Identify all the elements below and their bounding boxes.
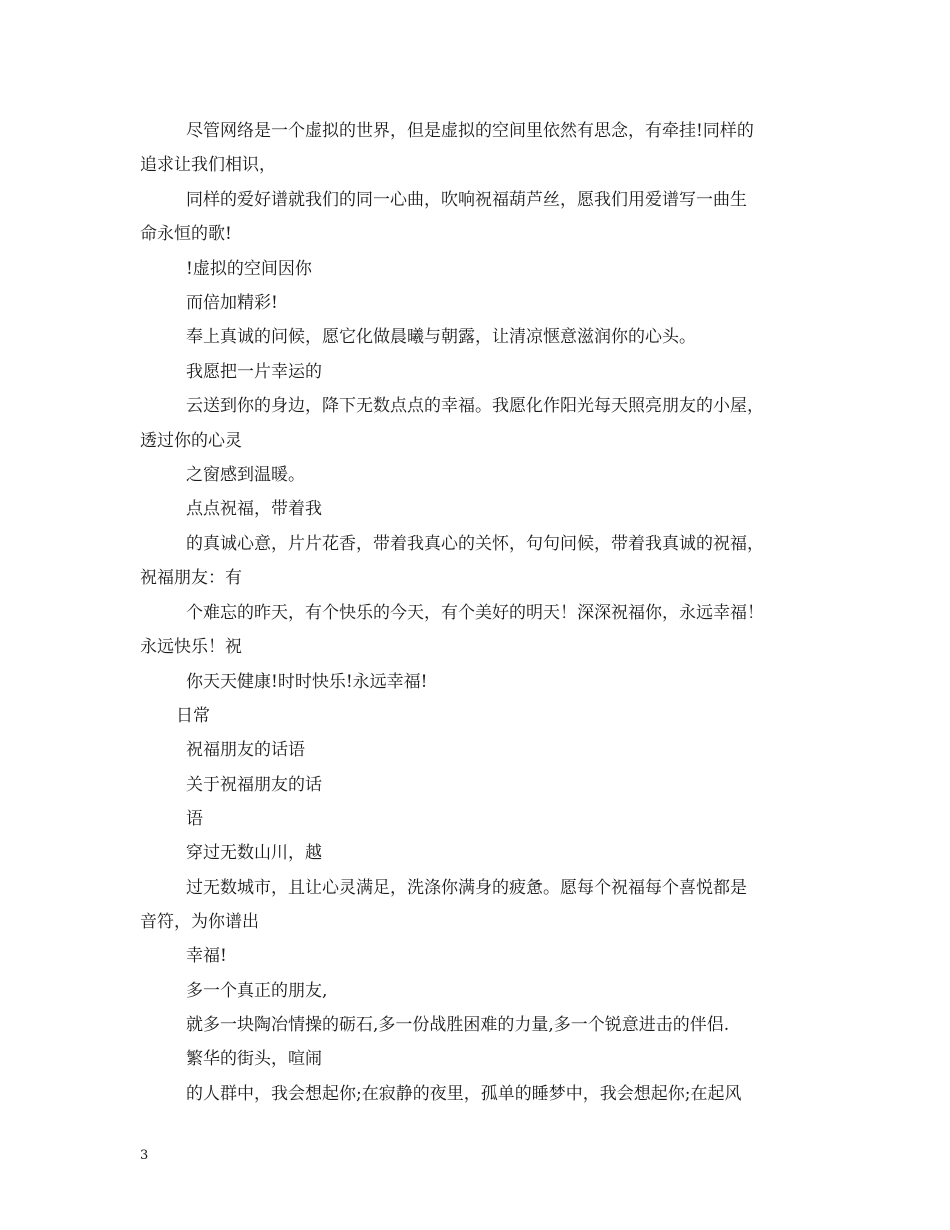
text-line: 多一个真正的朋友, (186, 981, 328, 1001)
text-line: 命永恒的歌! (140, 224, 232, 244)
text-line: 祝福朋友：有 (140, 568, 242, 588)
text-line: 日常 (176, 706, 210, 726)
text-line: 的真诚心意，片片花香，带着我真心的关怀，句句问候，带着我真诚的祝福， (186, 534, 764, 554)
text-line: 我愿把一片幸运的 (186, 362, 322, 382)
text-line: 透过你的心灵 (140, 431, 242, 451)
text-line: 你天天健康!时时快乐!永远幸福! (186, 672, 428, 692)
text-line: 音符，为你谱出 (140, 912, 259, 932)
text-line: 关于祝福朋友的话 (186, 775, 322, 795)
text-line: 永远快乐！祝 (140, 637, 242, 657)
text-line: 个难忘的昨天，有个快乐的今天，有个美好的明天！深深祝福你，永远幸福！ (186, 603, 764, 623)
text-line: 穿过无数山川，越 (186, 843, 322, 863)
text-line: 幸福! (186, 946, 227, 966)
text-line: 点点祝福，带着我 (186, 499, 322, 519)
text-line: 就多一块陶冶情操的砺石,多一份战胜困难的力量,多一个锐意进击的伴侣. (186, 1015, 730, 1035)
text-line: 语 (186, 809, 203, 829)
text-line: 过无数城市，且让心灵满足，洗涤你满身的疲惫。愿每个祝福每个喜悦都是 (186, 878, 747, 898)
text-line: 同样的爱好谱就我们的同一心曲，吹响祝福葫芦丝，愿我们用爱谱写一曲生 (186, 190, 747, 210)
text-line: 祝福朋友的话语 (186, 740, 305, 760)
text-line: !虚拟的空间因你 (186, 259, 312, 279)
text-line: 的人群中，我会想起你;在寂静的夜里，孤单的睡梦中，我会想起你;在起风 (186, 1084, 742, 1104)
text-line: 追求让我们相识， (140, 155, 276, 175)
text-line: 尽管网络是一个虚拟的世界，但是虚拟的空间里依然有思念，有牵挂!同样的 (186, 121, 754, 141)
text-line: 云送到你的身边，降下无数点点的幸福。我愿化作阳光每天照亮朋友的小屋， (186, 396, 764, 416)
page-number: 3 (140, 1148, 149, 1163)
text-line: 而倍加精彩! (186, 293, 278, 313)
text-line: 繁华的街头，喧闹 (186, 1049, 322, 1069)
text-line: 之窗感到温暖。 (186, 465, 305, 485)
text-line: 奉上真诚的问候，愿它化做晨曦与朝露，让清凉惬意滋润你的心头。 (186, 327, 696, 347)
